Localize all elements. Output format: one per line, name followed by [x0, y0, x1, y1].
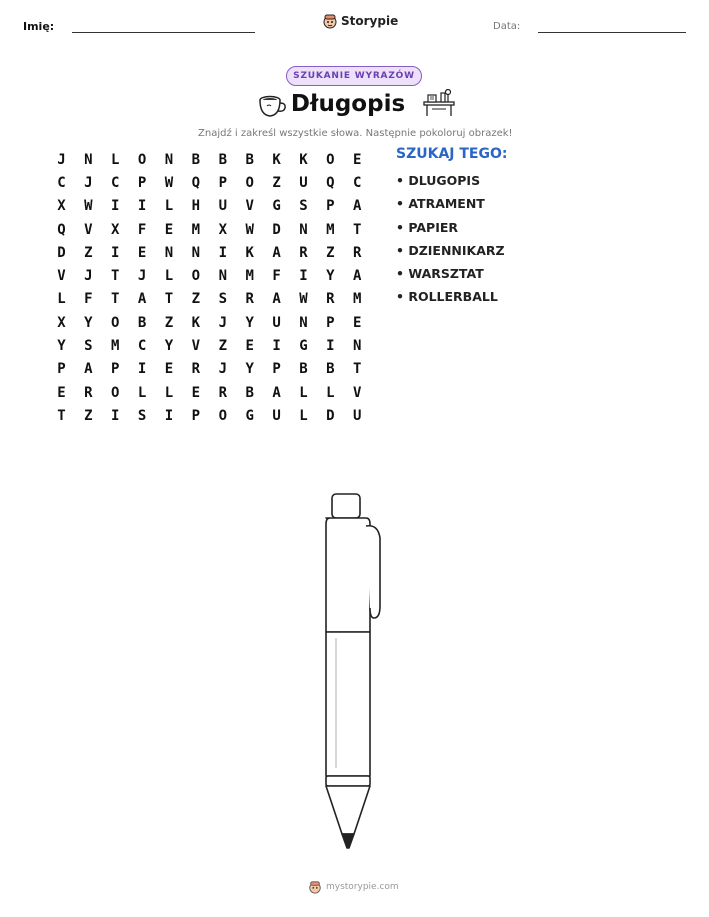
grid-cell: L — [111, 151, 120, 168]
grid-cell: P — [272, 361, 281, 378]
grid-cell: R — [299, 244, 308, 261]
grid-cell: M — [191, 221, 201, 238]
grid-cell: I — [137, 198, 147, 215]
grid-cell: Y — [326, 268, 335, 285]
grid-cell: X — [57, 198, 66, 215]
grid-cell: N — [299, 221, 308, 238]
grid-cell: A — [272, 244, 281, 261]
footer — [308, 880, 399, 894]
grid-cell: D — [57, 244, 66, 261]
grid-cell: K — [245, 244, 254, 261]
grid-cell: X — [57, 314, 66, 331]
grid-cell: P — [326, 314, 335, 331]
grid-cell: U — [299, 174, 308, 191]
grid-cell: N — [353, 338, 362, 355]
grid-cell: T — [353, 361, 362, 378]
grid-cell: C — [57, 174, 66, 191]
grid-cell: N — [84, 151, 93, 168]
grid-cell: U — [272, 314, 281, 331]
grid-cell: J — [57, 151, 66, 168]
grid-cell: S — [218, 291, 227, 308]
grid-cell: Z — [84, 244, 93, 261]
grid-cell: Z — [84, 407, 93, 424]
grid-cell: K — [272, 151, 281, 168]
grid-cell: V — [84, 221, 93, 238]
grid-cell: N — [218, 268, 227, 285]
grid-cell: T — [57, 407, 66, 424]
grid-cell: O — [218, 407, 227, 424]
grid-cell: N — [191, 244, 201, 261]
grid-cell: Z — [272, 174, 281, 191]
grid-cell: O — [137, 151, 147, 168]
grid-cell: I — [137, 361, 147, 378]
grid-cell: J — [137, 268, 147, 285]
grid-cell: T — [111, 291, 120, 308]
grid-cell: R — [326, 291, 335, 308]
grid-cell: T — [164, 291, 174, 308]
grid-cell: I — [272, 338, 281, 355]
grid-cell: L — [164, 384, 174, 401]
grid-cell: W — [164, 174, 174, 191]
grid-cell: T — [111, 268, 120, 285]
grid-cell: E — [353, 314, 362, 331]
grid-cell: R — [353, 244, 362, 261]
grid-cell: O — [111, 384, 120, 401]
grid-cell: S — [137, 407, 147, 424]
storypie-logo-icon — [322, 13, 338, 29]
grid-cell: N — [164, 244, 174, 261]
grid-cell: J — [84, 268, 93, 285]
date-line — [538, 32, 686, 33]
grid-cell: Y — [164, 338, 174, 355]
grid-cell: J — [218, 361, 227, 378]
grid-cell: M — [353, 291, 362, 308]
grid-cell: G — [272, 198, 281, 215]
grid-cell: C — [137, 338, 147, 355]
grid-cell: P — [218, 174, 227, 191]
grid-cell: O — [245, 174, 254, 191]
footer-url: mystorypie.com — [326, 882, 399, 892]
name-label: Imię: — [23, 20, 55, 33]
grid-cell: V — [191, 338, 201, 355]
grid-cell: U — [353, 407, 362, 424]
grid-cell: I — [218, 244, 227, 261]
grid-cell: P — [57, 361, 66, 378]
grid-cell: B — [137, 314, 147, 331]
grid-cell: O — [111, 314, 120, 331]
grid-cell: E — [164, 361, 174, 378]
grid-cell: R — [84, 384, 93, 401]
grid-cell: S — [84, 338, 93, 355]
word-list-item: • WARSZTAT — [396, 266, 484, 282]
grid-cell: B — [299, 361, 308, 378]
word-list-item: • DLUGOPIS — [396, 173, 481, 188]
grid-cell: Y — [84, 314, 93, 331]
grid-cell: I — [299, 268, 308, 285]
grid-cell: A — [353, 268, 362, 285]
grid-cell: G — [245, 407, 254, 424]
grid-cell: L — [164, 198, 174, 215]
grid-cell: M — [245, 268, 254, 285]
grid-cell: K — [299, 151, 308, 168]
word-list-heading: SZUKAJ TEGO: — [396, 146, 508, 162]
grid-cell: Y — [57, 338, 66, 355]
grid-cell: B — [245, 151, 254, 168]
grid-cell: D — [326, 407, 335, 424]
grid-cell: B — [218, 151, 227, 168]
grid-cell: P — [191, 407, 201, 424]
grid-cell: E — [191, 384, 201, 401]
pen-illustration — [318, 488, 390, 852]
page-title: Długopis — [290, 91, 406, 117]
grid-cell: A — [272, 291, 281, 308]
category-badge: SZUKANIE WYRAZÓW — [286, 66, 422, 86]
grid-cell: Q — [191, 174, 201, 191]
grid-cell: E — [353, 151, 362, 168]
grid-cell: Y — [245, 314, 254, 331]
date-label: Data: — [493, 21, 521, 32]
word-list-item: • PAPIER — [396, 219, 459, 235]
grid-cell: Z — [218, 338, 227, 355]
grid-cell: I — [326, 338, 335, 355]
word-list-item: • DZIENNIKARZ — [396, 242, 505, 258]
grid-cell: N — [164, 151, 174, 168]
grid-cell: B — [326, 361, 335, 378]
letter-grid — [48, 148, 371, 428]
grid-cell: G — [299, 338, 308, 355]
grid-cell: U — [272, 407, 281, 424]
grid-cell: F — [137, 221, 147, 238]
grid-cell: O — [326, 151, 335, 168]
grid-cell: L — [57, 291, 66, 308]
grid-cell: F — [84, 291, 93, 308]
brand — [322, 13, 398, 29]
word-list-item: • ATRAMENT — [396, 196, 485, 212]
grid-cell: K — [191, 314, 201, 331]
grid-cell: Z — [191, 291, 201, 308]
grid-cell: W — [245, 221, 254, 238]
grid-cell: I — [164, 407, 174, 424]
grid-cell: N — [299, 314, 308, 331]
grid-cell: Q — [57, 221, 66, 238]
grid-cell: O — [191, 268, 201, 285]
grid-cell: R — [245, 291, 254, 308]
grid-cell: Z — [326, 244, 335, 261]
grid-cell: J — [218, 314, 227, 331]
storypie-logo-icon — [308, 880, 322, 894]
grid-cell: R — [218, 384, 227, 401]
grid-cell: F — [272, 268, 281, 285]
grid-cell: H — [191, 198, 201, 215]
grid-cell: B — [191, 151, 201, 168]
grid-cell: Z — [164, 314, 174, 331]
grid-cell: I — [111, 407, 120, 424]
grid-cell: L — [164, 268, 174, 285]
grid-cell: P — [111, 361, 120, 378]
grid-cell: A — [84, 361, 93, 378]
grid-cell: M — [111, 338, 120, 355]
grid-cell: M — [326, 221, 335, 238]
grid-cell: A — [137, 291, 147, 308]
grid-cell: L — [137, 384, 147, 401]
grid-cell: X — [111, 221, 120, 238]
grid-cell: D — [272, 221, 281, 238]
grid-cell: R — [191, 361, 201, 378]
grid-cell: C — [353, 174, 362, 191]
grid-cell: E — [164, 221, 174, 238]
brand-name: Storypie — [341, 14, 399, 28]
grid-cell: P — [326, 198, 335, 215]
grid-cell: B — [245, 384, 254, 401]
grid-cell: C — [111, 174, 120, 191]
grid-cell: L — [299, 384, 308, 401]
grid-cell: I — [111, 244, 120, 261]
grid-cell: T — [353, 221, 362, 238]
desk-icon — [422, 89, 456, 117]
name-line — [72, 32, 255, 33]
word-list — [396, 171, 505, 311]
grid-cell: V — [57, 268, 66, 285]
instructions: Znajdź i zakreśl wszystkie słowa. Następnie pokoloruj obrazek! — [198, 128, 513, 139]
word-list-item: • ROLLERBALL — [396, 289, 498, 305]
grid-cell: W — [84, 198, 93, 215]
grid-cell: E — [137, 244, 147, 261]
grid-cell: W — [299, 291, 308, 308]
grid-cell: Y — [245, 361, 254, 378]
grid-cell: L — [326, 384, 335, 401]
grid-cell: E — [245, 338, 254, 355]
grid-cell: I — [111, 198, 120, 215]
grid-cell: A — [353, 198, 362, 215]
grid-cell: L — [299, 407, 308, 424]
grid-cell: P — [137, 174, 147, 191]
grid-cell: E — [57, 384, 66, 401]
grid-cell: V — [353, 384, 362, 401]
grid-cell: A — [272, 384, 281, 401]
grid-cell: S — [299, 198, 308, 215]
grid-cell: J — [84, 174, 93, 191]
grid-cell: U — [218, 198, 227, 215]
grid-cell: Q — [326, 174, 335, 191]
grid-cell: V — [245, 198, 254, 215]
grid-cell: X — [218, 221, 227, 238]
